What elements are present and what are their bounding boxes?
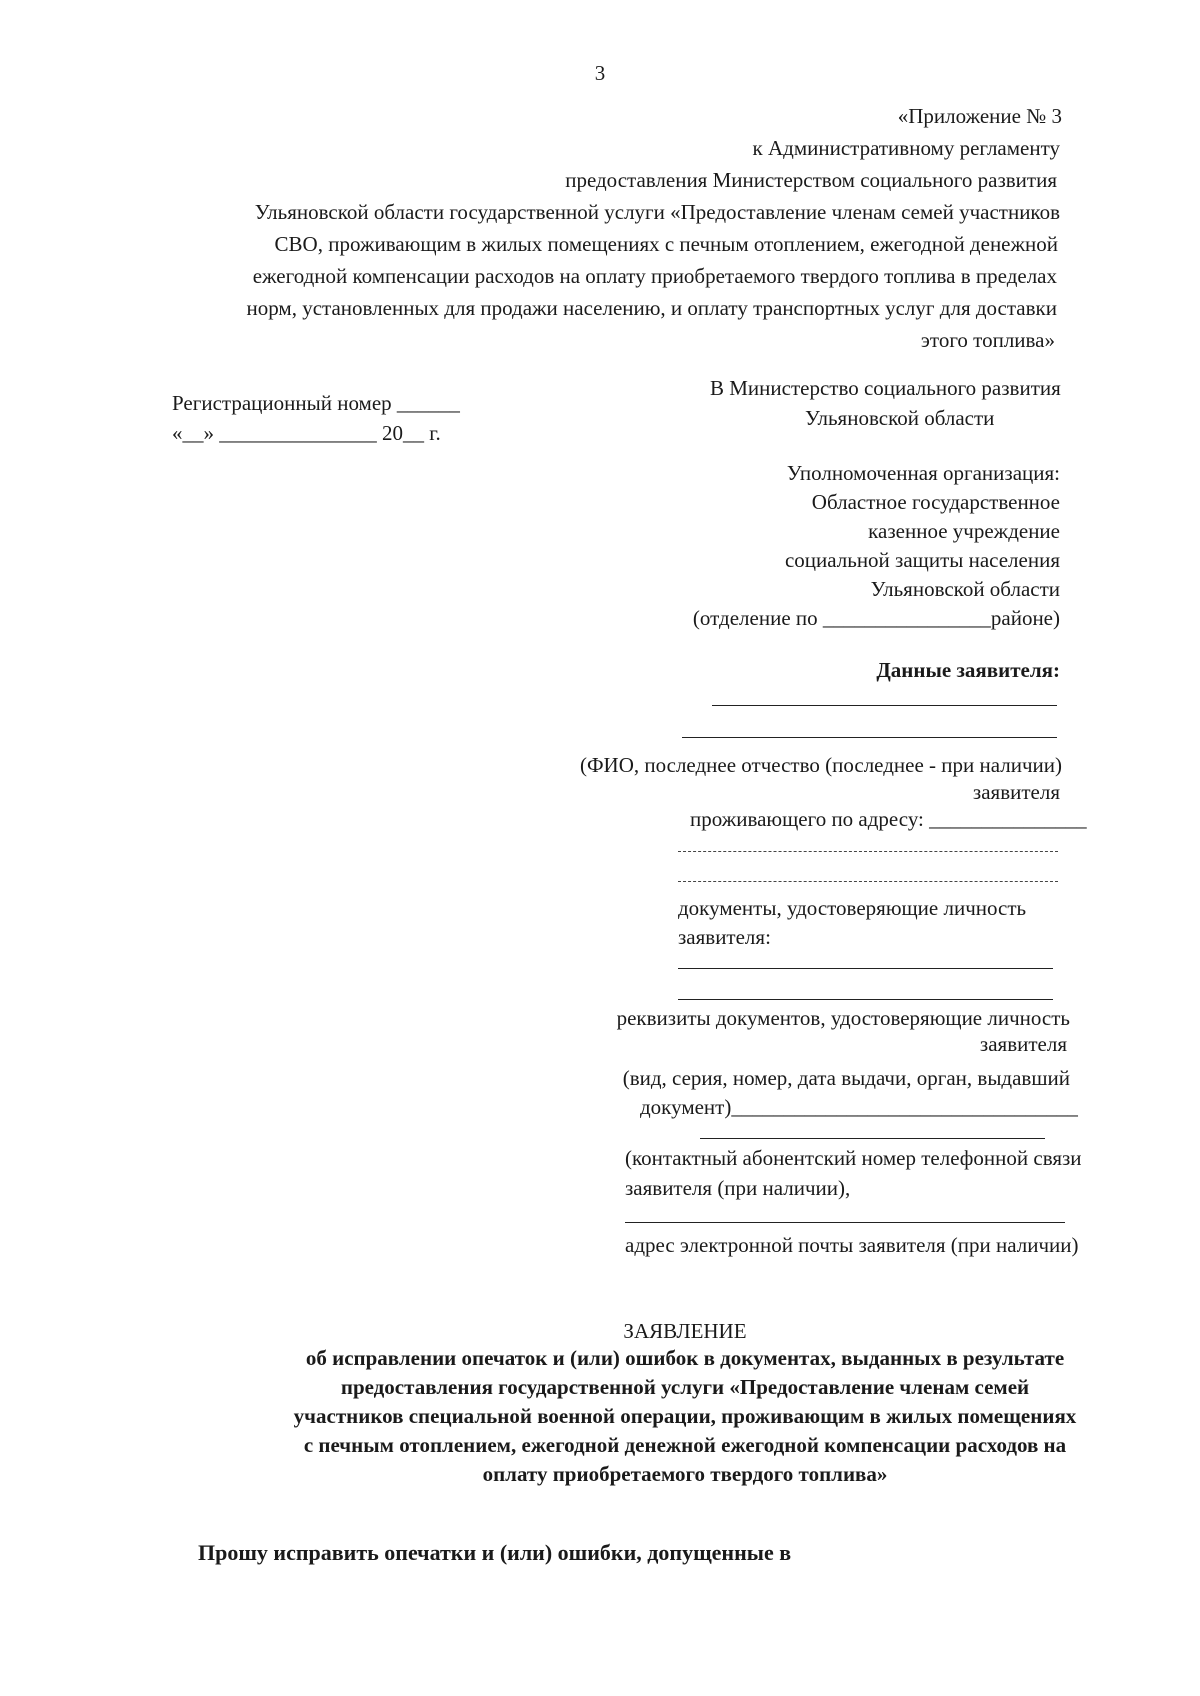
id-docs-field[interactable] bbox=[678, 999, 1053, 1000]
id-details-label: заявителя bbox=[979, 1032, 1067, 1056]
fio-caption: заявителя bbox=[972, 780, 1060, 804]
org-line: (отделение по ________________районе) bbox=[692, 606, 1060, 630]
org-line: Ульяновской области bbox=[870, 577, 1060, 601]
address-field[interactable] bbox=[678, 881, 1058, 882]
id-details-label: (вид, серия, номер, дата выдачи, орган, выдавший bbox=[622, 1066, 1070, 1090]
subtitle-line: оплату приобретаемого твердого топлива» bbox=[482, 1462, 888, 1486]
fio-caption: (ФИО, последнее отчество (последнее - при наличии) bbox=[579, 753, 1062, 777]
phone-label: заявителя (при наличии), bbox=[625, 1176, 851, 1200]
org-line: Областное государственное bbox=[811, 490, 1060, 514]
id-details-field[interactable]: документ)_________________________________ bbox=[640, 1095, 1078, 1119]
phone-email-field[interactable] bbox=[625, 1222, 1065, 1223]
fio-field[interactable] bbox=[682, 737, 1057, 738]
applicant-header: Данные заявителя: bbox=[876, 658, 1060, 682]
addressee-line: В Министерство социального развития bbox=[710, 376, 1061, 400]
org-line: социальной защиты населения bbox=[784, 548, 1060, 572]
org-line: казенное учреждение bbox=[868, 519, 1060, 543]
id-details-field[interactable] bbox=[700, 1138, 1045, 1139]
appendix-line: «Приложение № 3 bbox=[897, 104, 1062, 128]
appendix-line: к Административному регламенту bbox=[752, 136, 1060, 160]
address-label: проживающего по адресу: _______________ bbox=[690, 807, 1087, 831]
appendix-line: СВО, проживающим в жилых помещениях с печным отоплением, ежегодной денежной bbox=[274, 232, 1058, 256]
page-number: 3 bbox=[594, 61, 606, 85]
address-field[interactable] bbox=[678, 851, 1058, 852]
id-docs-field[interactable] bbox=[678, 968, 1053, 969]
id-docs-label: заявителя: bbox=[678, 925, 771, 949]
org-line: Уполномоченная организация: bbox=[786, 461, 1060, 485]
id-details-label: реквизиты документов, удостоверяющие личность bbox=[616, 1006, 1070, 1030]
addressee-line: Ульяновской области bbox=[805, 406, 995, 430]
subtitle-line: об исправлении опечаток и (или) ошибок в документах, выданных в результате bbox=[305, 1346, 1065, 1370]
subtitle-line: с печным отоплением, ежегодной денежной ежегодной компенсации расходов на bbox=[303, 1433, 1067, 1457]
appendix-line: Ульяновской области государственной услуги «Предоставление членам семей участников bbox=[254, 200, 1060, 224]
subtitle-line: предоставления государственной услуги «Предоставление членам семей bbox=[340, 1375, 1030, 1399]
appendix-line: предоставления Министерством социального развития bbox=[565, 168, 1057, 192]
phone-label: (контактный абонентский номер телефонной связи bbox=[625, 1146, 1082, 1170]
subtitle-line: участников специальной военной операции, проживающим в жилых помещениях bbox=[293, 1404, 1077, 1428]
appendix-line: ежегодной компенсации расходов на оплату приобретаемого твердого топлива в пределах bbox=[252, 264, 1057, 288]
registration-date: «__» _______________ 20__ г. bbox=[172, 421, 441, 445]
statement-title: ЗАЯВЛЕНИЕ bbox=[623, 1319, 747, 1343]
appendix-line: норм, установленных для продажи населению, и оплату транспортных услуг для доставки bbox=[246, 296, 1057, 320]
request-text: Прошу исправить опечатки и (или) ошибки, допущенные в bbox=[198, 1540, 792, 1565]
id-docs-label: документы, удостоверяющие личность bbox=[678, 896, 1027, 920]
fio-field[interactable] bbox=[712, 705, 1057, 706]
email-label: адрес электронной почты заявителя (при наличии) bbox=[625, 1233, 1079, 1257]
appendix-line: этого топлива» bbox=[920, 328, 1055, 352]
registration-number: Регистрационный номер ______ bbox=[172, 391, 460, 415]
